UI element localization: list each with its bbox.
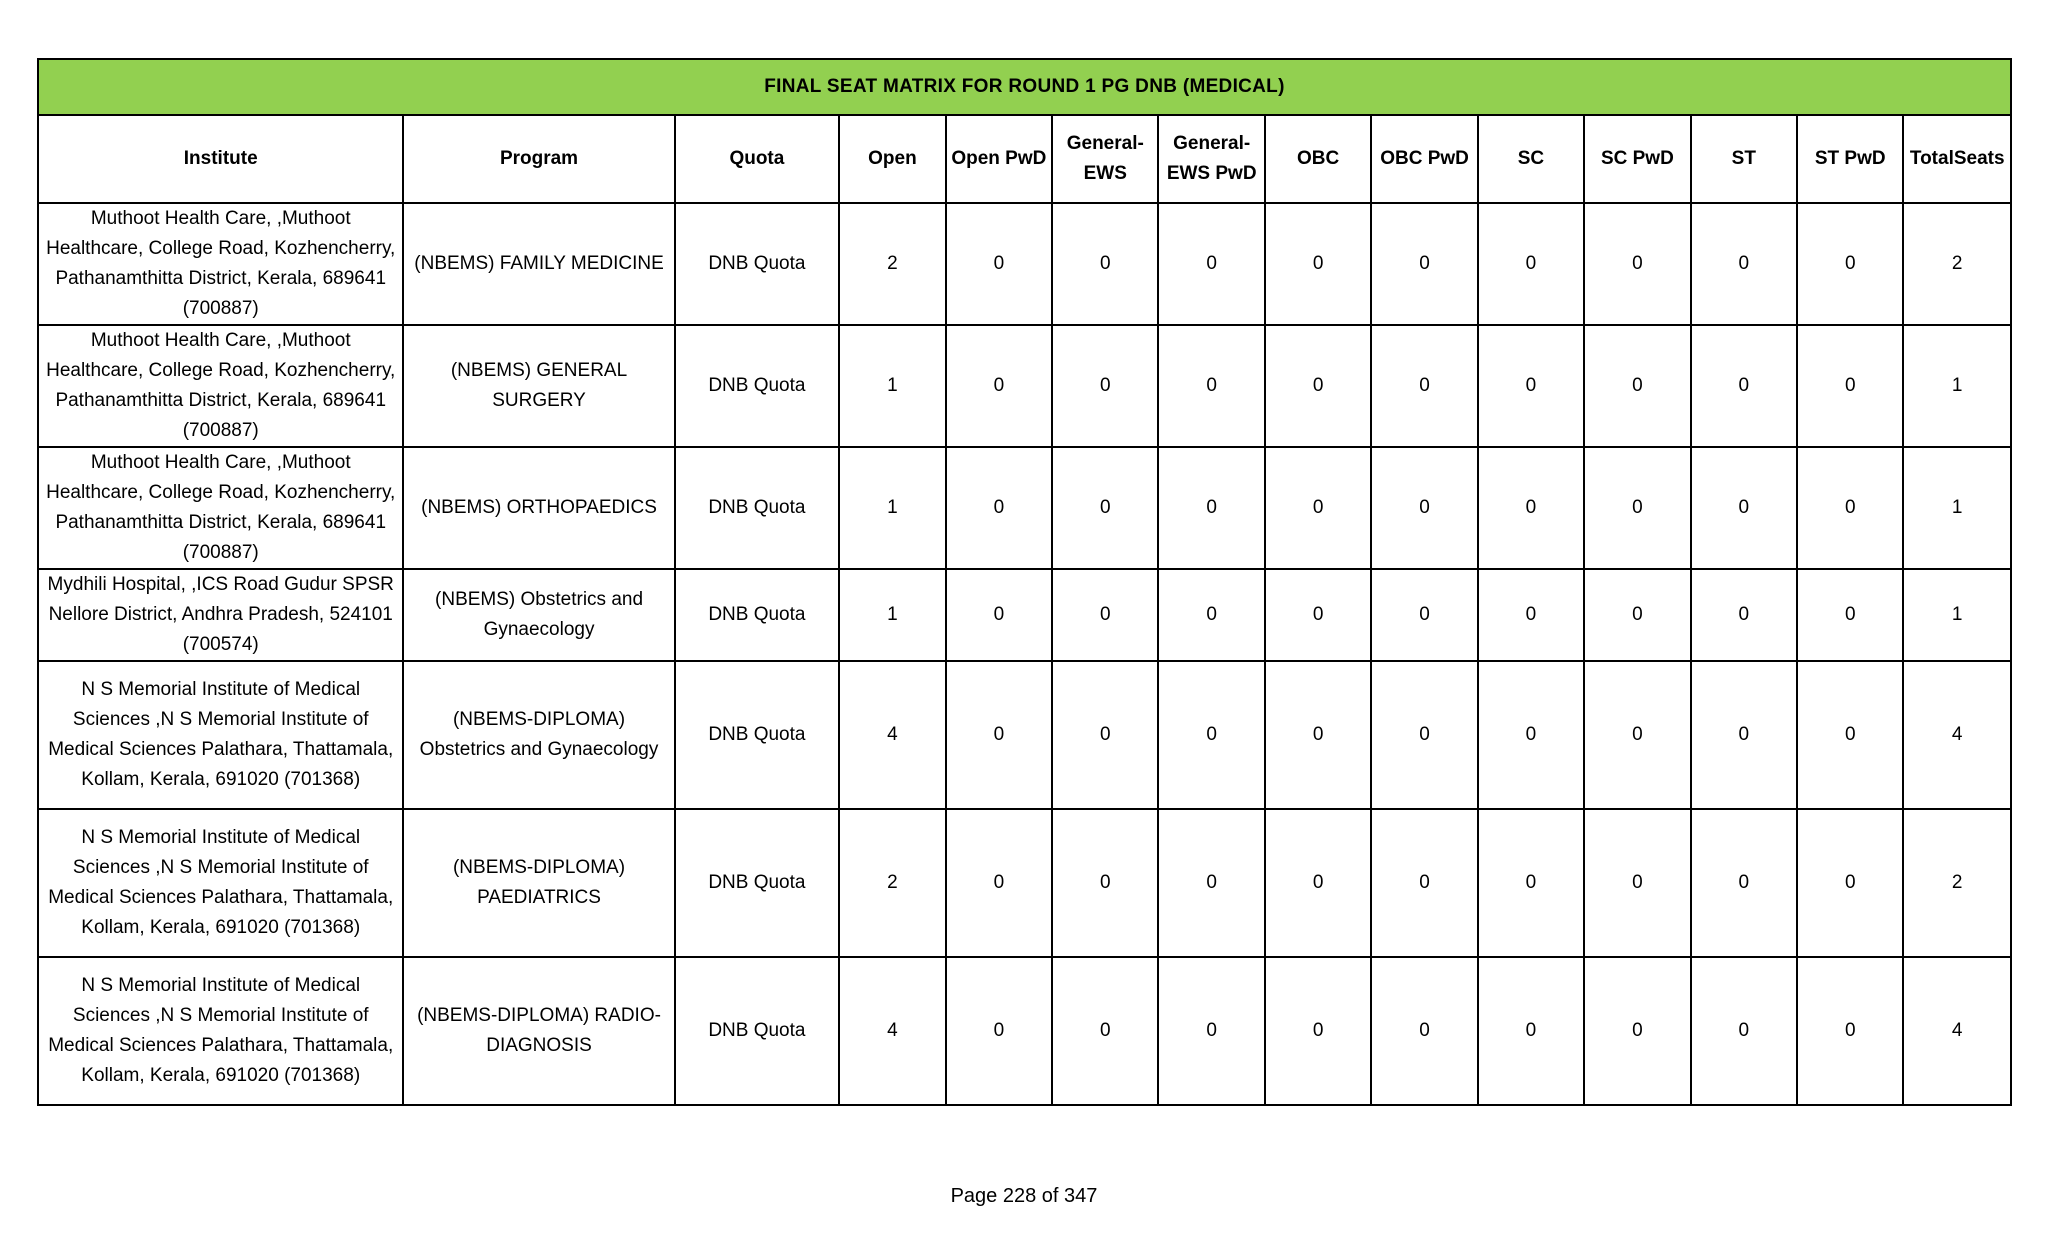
cell-general-ews-pwd: 0 <box>1158 325 1264 447</box>
column-header-general-ews-pwd: General-EWS PwD <box>1158 115 1264 203</box>
cell-st-pwd: 0 <box>1797 957 1903 1105</box>
cell-st-pwd: 0 <box>1797 809 1903 957</box>
cell-obc-pwd: 0 <box>1371 325 1477 447</box>
cell-st-pwd: 0 <box>1797 661 1903 809</box>
cell-program: (NBEMS) Obstetrics and Gynaecology <box>403 569 674 661</box>
cell-obc: 0 <box>1265 661 1371 809</box>
table-row <box>38 957 2011 1105</box>
cell-obc-pwd: 0 <box>1371 447 1477 569</box>
cell-obc-pwd: 0 <box>1371 203 1477 325</box>
cell-total-seats: 2 <box>1903 203 2011 325</box>
cell-sc-pwd: 0 <box>1584 447 1690 569</box>
cell-institute: N S Memorial Institute of Medical Sciences ,N S Memorial Institute of Medical Sciences Palathara, Thattamala, Kollam, Kerala, 691020 (701368) <box>38 809 403 957</box>
cell-st-pwd: 0 <box>1797 447 1903 569</box>
cell-obc: 0 <box>1265 325 1371 447</box>
cell-program: (NBEMS-DIPLOMA) PAEDIATRICS <box>403 809 674 957</box>
cell-st: 0 <box>1691 203 1797 325</box>
cell-open-pwd: 0 <box>946 957 1052 1105</box>
cell-sc-pwd: 0 <box>1584 569 1690 661</box>
cell-total-seats: 4 <box>1903 957 2011 1105</box>
cell-quota: DNB Quota <box>675 203 840 325</box>
cell-program: (NBEMS) FAMILY MEDICINE <box>403 203 674 325</box>
cell-open: 1 <box>839 447 945 569</box>
cell-program: (NBEMS-DIPLOMA) Obstetrics and Gynaecology <box>403 661 674 809</box>
cell-obc: 0 <box>1265 809 1371 957</box>
cell-open: 1 <box>839 325 945 447</box>
cell-institute: N S Memorial Institute of Medical Sciences ,N S Memorial Institute of Medical Sciences Palathara, Thattamala, Kollam, Kerala, 691020 (701368) <box>38 957 403 1105</box>
cell-total-seats: 2 <box>1903 809 2011 957</box>
cell-obc-pwd: 0 <box>1371 809 1477 957</box>
cell-obc: 0 <box>1265 203 1371 325</box>
cell-general-ews-pwd: 0 <box>1158 661 1264 809</box>
seat-matrix-sheet <box>37 58 2012 1106</box>
column-header-obc: OBC <box>1265 115 1371 203</box>
table-row <box>38 661 2011 809</box>
cell-general-ews: 0 <box>1052 957 1158 1105</box>
cell-sc: 0 <box>1478 661 1584 809</box>
column-header-sc: SC <box>1478 115 1584 203</box>
cell-total-seats: 1 <box>1903 325 2011 447</box>
table-row <box>38 809 2011 957</box>
column-header-sc-pwd: SC PwD <box>1584 115 1690 203</box>
cell-obc-pwd: 0 <box>1371 957 1477 1105</box>
cell-general-ews: 0 <box>1052 447 1158 569</box>
cell-sc: 0 <box>1478 325 1584 447</box>
cell-quota: DNB Quota <box>675 569 840 661</box>
cell-obc: 0 <box>1265 957 1371 1105</box>
cell-open: 4 <box>839 957 945 1105</box>
column-header-st: ST <box>1691 115 1797 203</box>
cell-institute: N S Memorial Institute of Medical Sciences ,N S Memorial Institute of Medical Sciences Palathara, Thattamala, Kollam, Kerala, 691020 (701368) <box>38 661 403 809</box>
cell-st: 0 <box>1691 661 1797 809</box>
cell-open: 2 <box>839 809 945 957</box>
cell-open: 4 <box>839 661 945 809</box>
column-header-st-pwd: ST PwD <box>1797 115 1903 203</box>
table-row <box>38 325 2011 447</box>
table-row <box>38 569 2011 661</box>
cell-program: (NBEMS) GENERAL SURGERY <box>403 325 674 447</box>
cell-sc-pwd: 0 <box>1584 325 1690 447</box>
cell-st-pwd: 0 <box>1797 203 1903 325</box>
cell-sc-pwd: 0 <box>1584 957 1690 1105</box>
cell-quota: DNB Quota <box>675 661 840 809</box>
cell-open: 2 <box>839 203 945 325</box>
cell-sc: 0 <box>1478 957 1584 1105</box>
column-header-institute: Institute <box>38 115 403 203</box>
cell-open-pwd: 0 <box>946 325 1052 447</box>
column-header-open-pwd: Open PwD <box>946 115 1052 203</box>
cell-general-ews-pwd: 0 <box>1158 957 1264 1105</box>
cell-obc: 0 <box>1265 447 1371 569</box>
cell-open-pwd: 0 <box>946 661 1052 809</box>
page-title: FINAL SEAT MATRIX FOR ROUND 1 PG DNB (MEDICAL) <box>38 59 2011 115</box>
cell-quota: DNB Quota <box>675 447 840 569</box>
cell-general-ews: 0 <box>1052 809 1158 957</box>
column-header-quota: Quota <box>675 115 840 203</box>
cell-general-ews: 0 <box>1052 569 1158 661</box>
cell-institute: Muthoot Health Care, ,Muthoot Healthcare, College Road, Kozhencherry, Pathanamthitta District, Kerala, 689641 (700887) <box>38 203 403 325</box>
table-header-row <box>38 115 2011 203</box>
cell-sc: 0 <box>1478 569 1584 661</box>
column-header-open: Open <box>839 115 945 203</box>
cell-general-ews: 0 <box>1052 203 1158 325</box>
seat-matrix-table <box>37 58 2012 1106</box>
cell-open: 1 <box>839 569 945 661</box>
cell-st: 0 <box>1691 957 1797 1105</box>
cell-obc-pwd: 0 <box>1371 661 1477 809</box>
cell-quota: DNB Quota <box>675 809 840 957</box>
cell-open-pwd: 0 <box>946 809 1052 957</box>
column-header-program: Program <box>403 115 674 203</box>
cell-total-seats: 1 <box>1903 447 2011 569</box>
cell-open-pwd: 0 <box>946 203 1052 325</box>
cell-general-ews-pwd: 0 <box>1158 569 1264 661</box>
cell-general-ews: 0 <box>1052 661 1158 809</box>
cell-general-ews-pwd: 0 <box>1158 447 1264 569</box>
cell-open-pwd: 0 <box>946 447 1052 569</box>
cell-quota: DNB Quota <box>675 957 840 1105</box>
cell-sc: 0 <box>1478 809 1584 957</box>
cell-st: 0 <box>1691 569 1797 661</box>
cell-total-seats: 1 <box>1903 569 2011 661</box>
cell-quota: DNB Quota <box>675 325 840 447</box>
cell-institute: Muthoot Health Care, ,Muthoot Healthcare, College Road, Kozhencherry, Pathanamthitta District, Kerala, 689641 (700887) <box>38 447 403 569</box>
page-number: Page 228 of 347 <box>950 1185 1098 1207</box>
cell-general-ews-pwd: 0 <box>1158 809 1264 957</box>
cell-program: (NBEMS) ORTHOPAEDICS <box>403 447 674 569</box>
column-header-obc-pwd: OBC PwD <box>1371 115 1477 203</box>
cell-sc-pwd: 0 <box>1584 203 1690 325</box>
table-row <box>38 447 2011 569</box>
cell-obc: 0 <box>1265 569 1371 661</box>
table-row <box>38 203 2011 325</box>
column-header-general-ews: General-EWS <box>1052 115 1158 203</box>
cell-sc-pwd: 0 <box>1584 661 1690 809</box>
cell-program: (NBEMS-DIPLOMA) RADIO-DIAGNOSIS <box>403 957 674 1105</box>
cell-sc: 0 <box>1478 203 1584 325</box>
cell-sc-pwd: 0 <box>1584 809 1690 957</box>
cell-sc: 0 <box>1478 447 1584 569</box>
cell-general-ews: 0 <box>1052 325 1158 447</box>
cell-st: 0 <box>1691 325 1797 447</box>
cell-general-ews-pwd: 0 <box>1158 203 1264 325</box>
cell-institute: Muthoot Health Care, ,Muthoot Healthcare, College Road, Kozhencherry, Pathanamthitta District, Kerala, 689641 (700887) <box>38 325 403 447</box>
cell-st: 0 <box>1691 447 1797 569</box>
cell-open-pwd: 0 <box>946 569 1052 661</box>
cell-st-pwd: 0 <box>1797 325 1903 447</box>
cell-total-seats: 4 <box>1903 661 2011 809</box>
cell-st: 0 <box>1691 809 1797 957</box>
column-header-total-seats: TotalSeats <box>1903 115 2011 203</box>
cell-st-pwd: 0 <box>1797 569 1903 661</box>
cell-obc-pwd: 0 <box>1371 569 1477 661</box>
cell-institute: Mydhili Hospital, ,ICS Road Gudur SPSR Nellore District, Andhra Pradesh, 524101 (700574) <box>38 569 403 661</box>
